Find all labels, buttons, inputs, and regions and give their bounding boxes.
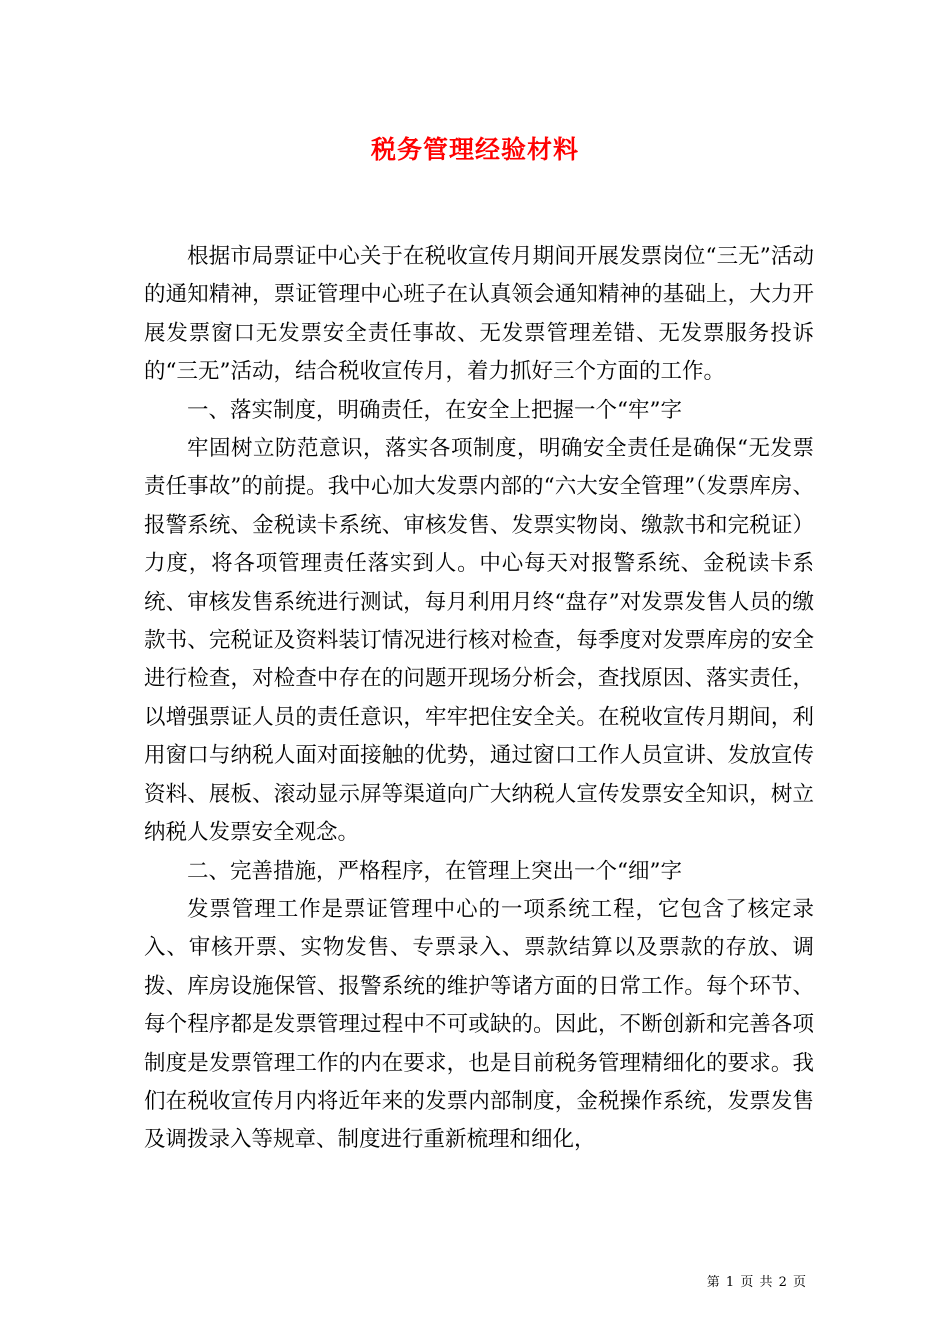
section-heading-2: 二、完善措施，严格程序，在管理上突出一个“细”字 — [187, 858, 682, 884]
document-body — [144, 238, 814, 1160]
paragraph-section-1: 牢固树立防范意识，落实各项制度，明确安全责任是确保“无发票责任事故”的前提。我中心加大发票内部的“六大安全管理”（发票库房、报警系统、金税读卡系统、审核发售、发票实物岗、缴款书和完税证）力度，将各项管理责任落实到人。中心每天对报警系统、金税读卡系统、审核发售系统进行测试，每月利用月终“盘存”对发票发售人员的缴款书、完税证及资料装订情况进行核对检查，每季度对发票库房的安全进行检查，对检查中存在的问题开现场分析会，查找原因、落实责任，以增强票证人员的责任意识，牢牢把住安全关。在税收宣传月期间，利用窗口与纳税人面对面接触的优势，通过窗口工作人员宣讲、发放宣传资料、展板、滚动显示屏等渠道向广大纳税人宣传发票安全知识，树立纳税人发票安全观念。 — [144, 436, 814, 846]
paragraph-section-2: 发票管理工作是票证管理中心的一项系统工程，它包含了核定录入、审核开票、实物发售、专票录入、票款结算以及票款的存放、调拨、库房设施保管、报警系统的维护等诸方面的日常工作。每个环节、每个程序都是发票管理过程中不可或缺的。因此，不断创新和完善各项制度是发票管理工作的内在要求，也是目前税务管理精细化的要求。我们在税收宣传月内将近年来的发票内部制度，金税操作系统，发票发售及调拨录入等规章、制度进行重新梳理和细化， — [144, 896, 814, 1153]
page-number: 第 1 页 共 2 页 — [706, 1275, 807, 1290]
section-heading-1: 一、落实制度，明确责任，在安全上把握一个“牢”字 — [187, 397, 682, 423]
document-title: 税务管理经验材料 — [370, 135, 579, 164]
paragraph-intro: 根据市局票证中心关于在税收宣传月期间开展发票岗位“三无”活动的通知精神，票证管理中心班子在认真领会通知精神的基础上，大力开展发票窗口无发票安全责任事故、无发票管理差错、无发票服务投诉的“三无”活动，结合税收宣传月，着力抓好三个方面的工作。 — [144, 244, 814, 385]
